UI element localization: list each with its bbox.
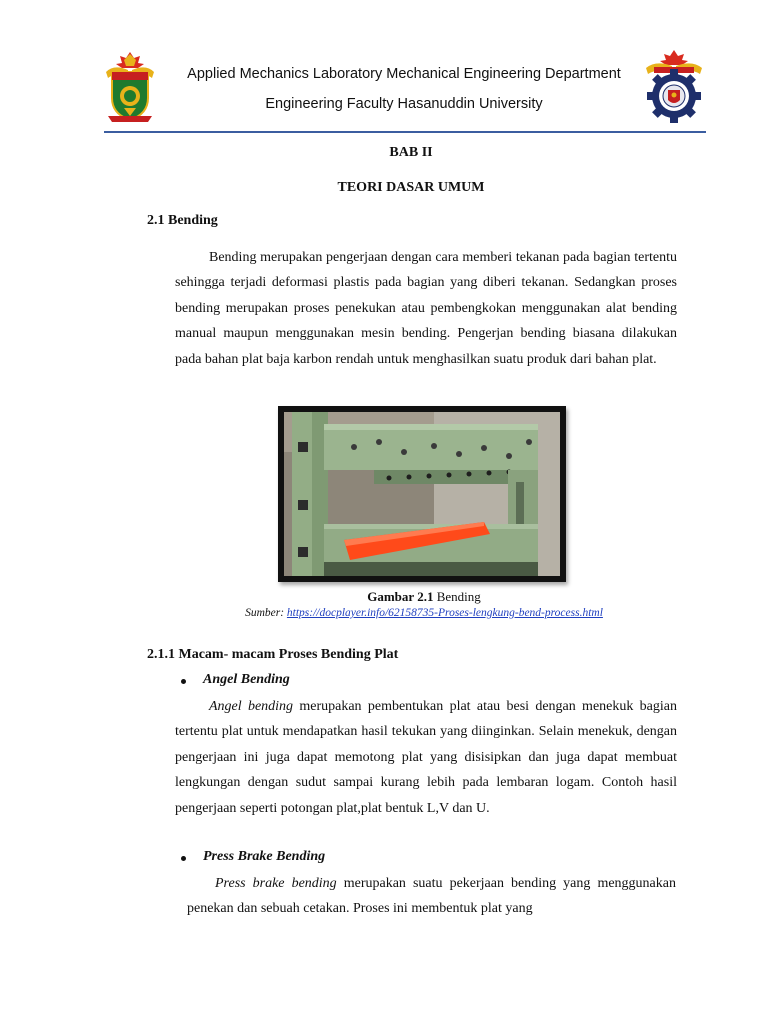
lead-term: Press brake bending bbox=[215, 876, 337, 891]
source-link[interactable]: https://docplayer.info/62158735-Proses-lengkung-bend-process.html bbox=[286, 607, 603, 619]
paragraph-text: merupakan pembentukan plat atau besi dengan menekuk bagian tertentu plat untuk mendapatkan hasil tekukan yang diinginkan. Selain menekuk, dengan pengerjaan ini juga dapat memotong plat yang disisipkan dan juga dapat membuat lengkungan dengan sudut sampai kurang lebih pada lembaran logam. Contoh hasil pengerjaan seperti potongan plat,plat bentuk L,V dan U. bbox=[175, 699, 677, 816]
list-item-title: Press Brake Bending bbox=[203, 849, 326, 864]
subsection-heading: 2.1.1 Macam- macam Proses Bending Plat bbox=[147, 647, 399, 662]
page-header bbox=[0, 0, 768, 140]
header-divider bbox=[104, 131, 706, 133]
bending-machine-photo bbox=[278, 406, 566, 582]
section-heading: 2.1 Bending bbox=[147, 213, 218, 228]
list-item-paragraph bbox=[187, 871, 676, 922]
figure-caption bbox=[0, 589, 768, 605]
chapter-title: TEORI DASAR UMUM bbox=[337, 180, 485, 195]
header-faculty-name: Engineering Faculty Hasanuddin University bbox=[265, 96, 543, 112]
chapter-number: BAB II bbox=[389, 145, 433, 160]
section-paragraph bbox=[175, 245, 677, 372]
figure-source bbox=[0, 607, 768, 619]
caption-label: Gambar 2.1 bbox=[367, 589, 434, 604]
list-item-title: Angel Bending bbox=[203, 672, 290, 687]
paragraph-text: Bending merupakan pengerjaan dengan cara memberi tekanan pada bagian tertentu sehingga terjadi deformasi plastis pada bagian yang diberi tekanan. Sedangkan proses bending merupakan proses penekukan atau pembengkokan menggunakan alat bending manual maupun menggunakan mesin bending. Pengerjan bending biasana dilakukan pada bahan plat baja karbon rendah untuk menghasilkan suatu produk dari bahan plat. bbox=[175, 250, 677, 367]
paragraph-text: merupakan suatu pekerjaan bending yang menggunakan penekan dan sebuah cetakan. Proses ini membentuk plat yang bbox=[187, 876, 676, 917]
header-lab-name: Applied Mechanics Laboratory Mechanical Engineering Department bbox=[187, 66, 621, 82]
bullet-dot-icon bbox=[181, 679, 186, 684]
bullet-dot-icon bbox=[181, 856, 186, 861]
unhas-emblem-icon bbox=[104, 50, 156, 124]
list-item-paragraph bbox=[175, 694, 677, 821]
lead-term: Angel bending bbox=[209, 699, 294, 714]
bending-machine-illustration bbox=[284, 412, 560, 576]
mechanical-dept-emblem-icon bbox=[644, 48, 704, 126]
source-prefix: Sumber: bbox=[245, 607, 287, 619]
caption-text: Bending bbox=[436, 589, 481, 604]
